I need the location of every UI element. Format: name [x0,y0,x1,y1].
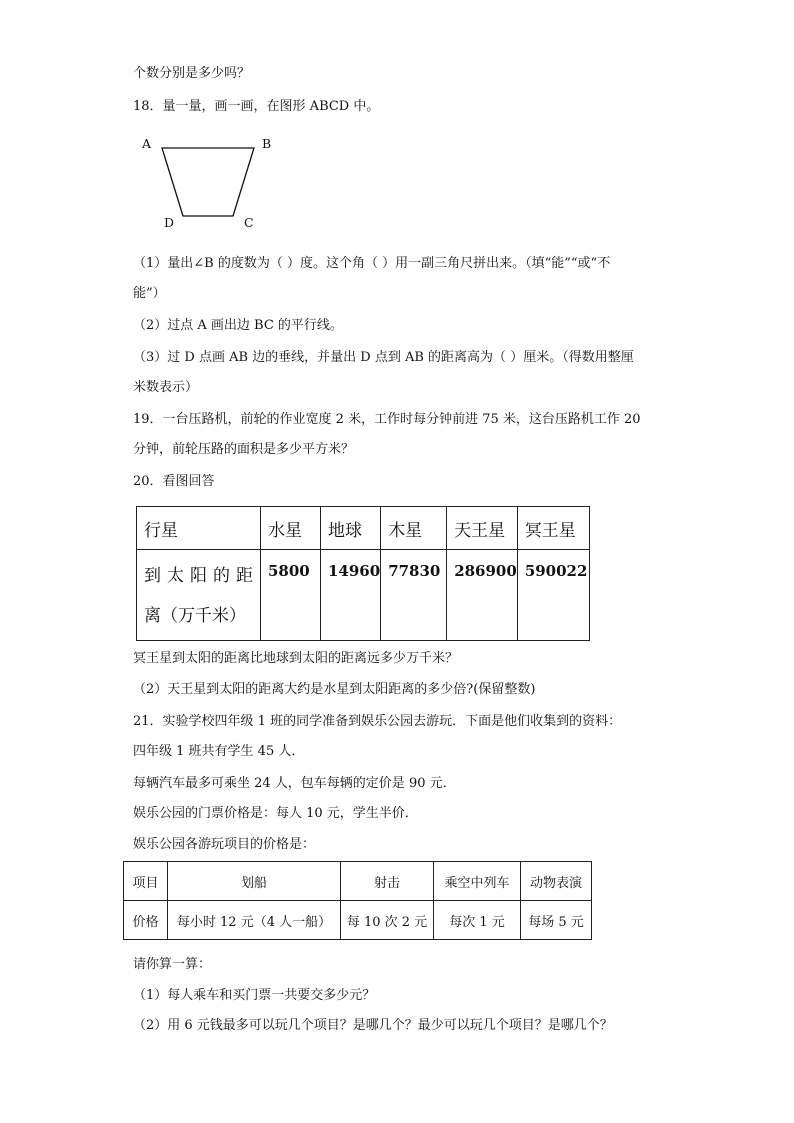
vertex-label-c: C [244,215,254,230]
question-18-title: 18．量一量，画一画，在图形 ABCD 中。 [133,99,380,114]
vertex-label-d: D [164,215,175,230]
question-21-part-2: （2）用 6 元钱最多可以玩几个项目？是哪几个？最少可以玩几个项目？是哪几个？ [133,1018,613,1033]
table-row [124,901,592,940]
table-row [124,862,592,901]
question-18-part-1-cont: 能”） [133,286,166,301]
row-label-line: 离（万千米） [144,606,246,626]
table-header-cell: 乘空中列车 [434,862,521,901]
question-20-part-1: 冥王星到太阳的距离比地球到太阳的距离远多少万千米？ [133,651,459,666]
row-label-line: 到太阳的距 [144,566,259,586]
question-20-part-2: （2）天王星到太阳的距离大约是水星到太阳距离的多少倍?(保留整数) [133,682,536,697]
question-18-part-1: （1）量出∠B 的度数为（ ）度。这个角（ ）用一副三角尺拼出来。（填“能”“或“不 [133,256,611,271]
table-cell: 价格 [124,901,168,940]
table-row [137,550,590,641]
table-cell: 14960 [321,550,381,641]
table-header-cell: 划船 [168,862,341,901]
table-cell: 590022 [517,550,589,641]
table-header-cell: 射击 [341,862,434,901]
table-cell: 77830 [381,550,447,641]
table-cell: 286900 [447,550,518,641]
question-19-cont: 分钟，前轮压路的面积是多少平方米？ [133,442,355,457]
question-21: 21．实验学校四年级 1 班的同学准备到娱乐公园去游玩．下面是他们收集到的资料： [133,714,622,729]
info-line: 四年级 1 班共有学生 45 人． [133,744,305,759]
table-cell: 5800 [261,550,321,641]
table-header-cell: 地球 [321,507,381,550]
table-header-cell: 冥王星 [517,507,589,550]
question-18-part-2: （2）过点 A 画出边 BC 的平行线。 [133,318,343,333]
text-line: 个数分别是多少吗？ [133,66,251,81]
question-21-prompt: 请你算一算： [133,957,212,972]
table-row [137,507,590,550]
planet-distance-table [136,506,590,641]
info-line: 娱乐公园的门票价格是：每人 10 元，学生半价． [133,806,418,821]
question-19: 19．一台压路机，前轮的作业宽度 2 米，工作时每分钟前进 75 米，这台压路机工作 20 [133,412,641,427]
table-cell: 每 10 次 2 元 [341,901,434,940]
info-line: 娱乐公园各游玩项目的价格是： [133,837,316,852]
vertex-label-a: A [142,136,152,151]
table-header-cell: 天王星 [447,507,518,550]
vertex-label-b: B [262,136,272,151]
table-header-cell: 动物表演 [521,862,592,901]
question-20-title: 20．看图回答 [133,474,215,489]
table-cell: 每小时 12 元（4 人一船） [168,901,341,940]
table-header-cell: 项目 [124,862,168,901]
question-21-part-1: （1）每人乘车和买门票一共要交多少元？ [133,988,376,1003]
table-cell: 每次 1 元 [434,901,521,940]
table-cell: 每场 5 元 [521,901,592,940]
table-header-cell: 水星 [261,507,321,550]
row-label-cell [137,550,261,641]
question-18-part-3-cont: 米数表示） [133,380,199,395]
trapezoid-figure [133,130,293,238]
ride-price-table [123,861,592,940]
table-header-cell: 行星 [137,507,261,550]
table-header-cell: 木星 [381,507,447,550]
question-18-part-3: （3）过 D 点画 AB 边的垂线，并量出 D 点到 AB 的距离高为（ ）厘米。（得数用整厘 [133,350,634,365]
info-line: 每辆汽车最多可乘坐 24 人，包车每辆的定价是 90 元． [133,776,456,791]
